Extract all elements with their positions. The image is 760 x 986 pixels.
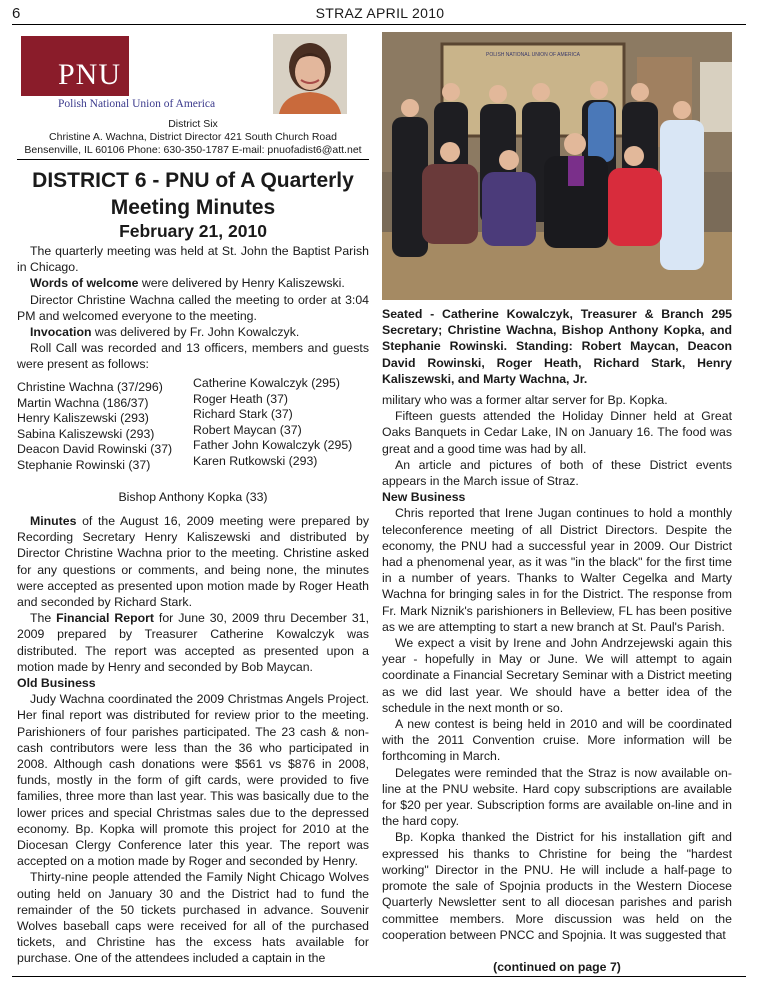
article-date: February 21, 2010 [119,221,267,241]
paragraph-text: was delivered by Fr. John Kowalczyk. [91,325,300,340]
attendee: Karen Rutkowski (293) [193,453,318,468]
section-rule [17,159,369,160]
paragraph-text: The [30,611,57,626]
intro-paragraph [17,275,369,291]
attendee: Robert Maycan (37) [193,422,302,437]
section-heading-old-business: Old Business [17,676,96,691]
body-paragraph: Fifteen guests attended the Holiday Dinner held at Great Oaks Banquets in Cedar Lake, IN on January 16. The food was great and a good time was had by all. [382,409,732,456]
attendee: Roger Heath (37) [193,391,289,406]
section-heading-new-business: New Business [382,490,466,505]
paragraph-text: were delivered by Henry Kaliszewski. [138,276,345,291]
body-paragraph: Bp. Kopka thanked the District for his installation gift and expressed his thanks to Christine for being the "hardest working" Director in the PNU. He will include a half-page to promote the sale of Spojnia products in the Western Diocese Quarterly Newsletter sent to all diocesan parishes and parish committee members. More discussion was held on the cooperation between PNCC and Spojnia. It was suggested that [382,830,732,942]
body-paragraph: Thirty-nine people attended the Family Night Chicago Wolves outing held on January 30 and the District had to fund the remainder of the 50 tickets purchased in advance. Souvenir Wolves baseball caps were received for all of the purchased tickets, and Christine has the excess hats available for purchase. One of the attendees included a captain in the [17,870,369,966]
body-paragraph [17,513,369,610]
director-address: Christine A. Wachna, District Director 421 South Church Road [49,131,337,143]
bold-lead: Words of welcome [30,276,139,291]
attendee: Sabina Kaliszewski (293) [17,426,155,441]
attendee-bishop: Bishop Anthony Kopka (33) [118,490,268,504]
attendee-column-2 [193,376,369,470]
attendee: Father John Kowalczyk (295) [193,438,353,453]
logo-text: PNU [57,58,121,91]
attendee: Stephanie Rowinski (37) [17,457,151,472]
portrait-image [273,34,347,114]
body-paragraph: We expect a visit by Irene and John Andrzejewski again this year - hopefully in May or June. We will attempt to again coordinate a Financial Secretary Seminar with a District meeting as we did last year. We should have a better idea of the schedule in the next month or so. [382,636,732,715]
footer-rule [12,976,746,977]
attendee: Deacon David Rowinski (37) [17,442,173,457]
body-paragraph: An article and pictures of both of these District events appears in the March issue of Straz. [382,457,732,489]
attendee: Catherine Kowalczyk (295) [193,376,340,390]
group-photo-image [382,32,732,300]
bold-lead: Minutes [30,514,77,528]
minutes-text [17,513,369,967]
intro-paragraph: Director Christine Wachna called the meeting to order at 3:04 PM and welcomed everyone to the meeting. [17,292,369,323]
intro-text [17,243,369,373]
intro-paragraph [17,324,369,340]
paragraph-text: of the August 16, 2009 meeting were prepared by Recording Secretary Henry Kaliszewski and distributed by Director Christine Wachna prior to the meeting. Christine asked for any questions or comments, and being none, the minutes were accepted as presented upon motion made by Roger Heath and seconded by Richard Stark. [17,514,369,610]
attendee: Martin Wachna (186/37) [17,395,149,410]
right-body-text [382,392,732,943]
continued-note: (continued on page 7) [493,960,621,974]
director-portrait [273,34,347,114]
body-paragraph: A new contest is being held in 2010 and will be coordinated with the 2011 Convention cruise. More information will be forthcoming in March. [382,717,732,764]
group-photo [382,32,732,300]
intro-paragraph: Roll Call was recorded and 13 officers, members and guests were present as follows: [17,341,369,372]
article-title: DISTRICT 6 - PNU of A Quarterly Meeting Minutes [32,169,354,219]
running-header: STRAZ APRIL 2010 [315,5,445,21]
district-contact [17,118,369,157]
paragraph-text: for June 30, 2009 thru December 31, 2009 prepared by Treasurer Catherine Kowalczyk was distributed. The report was accepted as presented upon a motion made by Henry and seconded by Bob Maycan. [17,611,369,674]
body-paragraph: Delegates were reminded that the Straz is now available on-line at the PNU website. Hard copy subscriptions are available for $20 per year. Subscription forms are available on-line and in the hard copy. [382,765,732,829]
attendee-column-1 [17,380,192,474]
director-contact: Bensenville, IL 60106 Phone: 630-350-1787 E-mail: pnuofadist6@att.net [24,144,362,156]
board-text: POLISH NATIONAL UNION OF AMERICA [486,52,580,58]
district-label: District Six [168,118,218,130]
body-paragraph [17,610,369,675]
page-number: 6 [12,5,21,22]
pnu-logo [21,36,129,96]
bold-lead: Financial Report [56,611,154,626]
header-rule [12,24,746,25]
body-paragraph: military who was a former altar server for Bp. Kopka. [382,393,668,407]
attendee: Henry Kaliszewski (293) [17,411,149,426]
photo-caption: Seated - Catherine Kowalczyk, Treasurer & Branch 295 Secretary; Christine Wachna, Bishop Anthony Kopka, and Stephanie Rowinski. Standing: Robert Maycan, Deacon David Rowinski, Roger Heath, Richard Stark, Henry Kaliszewski, and Marty Wachna, Jr. [382,307,732,386]
bold-lead: Invocation [30,325,92,340]
attendee: Richard Stark (37) [193,407,293,422]
attendee: Christine Wachna (37/296) [17,380,163,394]
body-paragraph: Judy Wachna coordinated the 2009 Christmas Angels Project. Her final report was distributed for review prior to the meeting. Parishioners of four parishes participated. The 23 cash & non-cash contributors were less than the 36 who participated in 2008. Although cash donations were $561 vs $876 in 2008, funds, mostly in the form of gift cards, were provided to five families, three more than last year. This was basically due to the lower prices and special Christmas sales due to the depressed economy. Bp. Kopka will promote this project for 2010 at the Diocesan Clergy Conference later this year. The report was accepted on a motion made by Roger and seconded by Henry. [17,692,369,869]
organization-name: Polish National Union of America [58,98,216,110]
intro-paragraph: The quarterly meeting was held at St. John the Baptist Parish in Chicago. [17,244,369,275]
body-paragraph: Chris reported that Irene Jugan continues to hold a monthly teleconference meeting of all District Directors. Despite the economy, the PNU had a successful year in 2009. Our District had a phenomenal year, as it was "in the black" for the first time in a number of years. Thanks to Walter Cegelka and Marty Wachna for bringing sales in for the District. The response from Fr. Mark Niznik's parishioners in Belleview, FL has been positive as we are attempting to start a new branch at St. Paul's Parish. [382,506,732,634]
